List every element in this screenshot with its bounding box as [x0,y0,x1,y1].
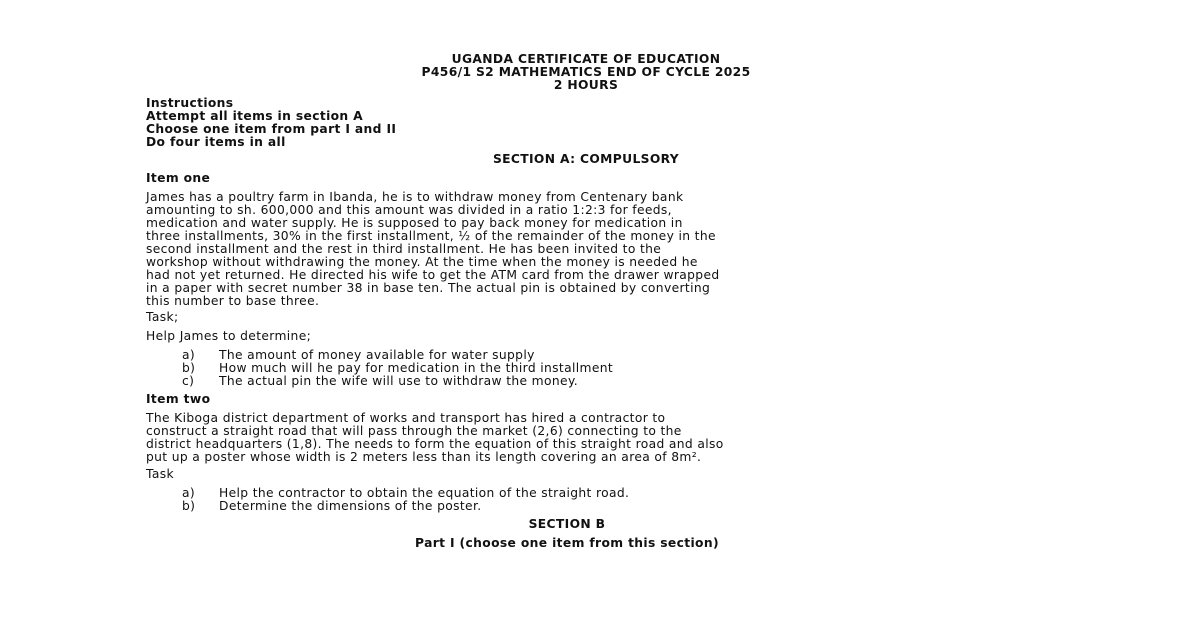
item-one-paragraph-line: workshop without withdrawing the money. At the time when the money is needed he [146,255,698,269]
section-b-heading: SECTION B [528,517,606,531]
item-two-paragraph-line: district headquarters (1,8). The needs to form the equation of this straight road and also [146,437,724,451]
exam-paper-title: P456/1 S2 MATHEMATICS END OF CYCLE 2025 [421,65,751,79]
instruction-item: Do four items in all [146,135,286,149]
item-one-paragraph-line: James has a poultry farm in Ibanda, he is to withdraw money from Centenary bank [146,190,684,204]
item-two-task-label: Task [146,467,174,481]
instruction-item: Choose one item from part I and II [146,122,397,136]
task-text: The actual pin the wife will use to withdraw the money. [219,374,579,388]
list-marker: b) [182,499,196,513]
item-one-heading: Item one [146,171,211,185]
task-text: Determine the dimensions of the poster. [219,499,482,513]
item-one-task [182,375,578,388]
item-two-heading: Item two [146,392,211,406]
list-marker: a) [182,348,196,362]
task-text: The amount of money available for water supply [219,348,535,362]
section-a-heading: SECTION A: COMPULSORY [492,152,680,166]
list-marker: c) [182,374,195,388]
item-two-paragraph-line: construct a straight road that will pass through the market (2,6) connecting to the [146,424,682,438]
item-two-task [182,500,482,513]
item-one-paragraph-line: medication and water supply. He is supposed to pay back money for medication in [146,216,683,230]
item-one-paragraph-line: three installments, 30% in the first installment, ½ of the remainder of the money in the [146,229,716,243]
item-one-task-label: Task; [146,310,179,324]
item-one-paragraph-line: in a paper with secret number 38 in base ten. The actual pin is obtained by converting [146,281,711,295]
exam-duration: 2 HOURS [553,78,619,92]
item-one-paragraph-line: amounting to sh. 600,000 and this amount was divided in a ratio 1:2:3 for feeds, [146,203,672,217]
instruction-item: Attempt all items in section A [146,109,364,123]
instructions-heading: Instructions [146,96,234,110]
item-one-task-intro: Help James to determine; [146,329,312,343]
task-text: How much will he pay for medication in the third installment [219,361,614,375]
list-marker: b) [182,361,196,375]
item-two-paragraph-line: put up a poster whose width is 2 meters less than its length covering an area of 8m². [146,450,702,464]
item-one-paragraph-line: this number to base three. [146,294,320,308]
task-text: Help the contractor to obtain the equation of the straight road. [219,486,630,500]
part-one-heading: Part I (choose one item from this section) [415,536,719,550]
item-one-paragraph-line: had not yet returned. He directed his wife to get the ATM card from the drawer wrapped [146,268,720,282]
item-one-paragraph-line: second installment and the rest in third installment. He has been invited to the [146,242,662,256]
item-two-paragraph-line: The Kiboga district department of works and transport has hired a contractor to [146,411,666,425]
exam-board-title: UGANDA CERTIFICATE OF EDUCATION [451,52,721,66]
list-marker: a) [182,486,196,500]
